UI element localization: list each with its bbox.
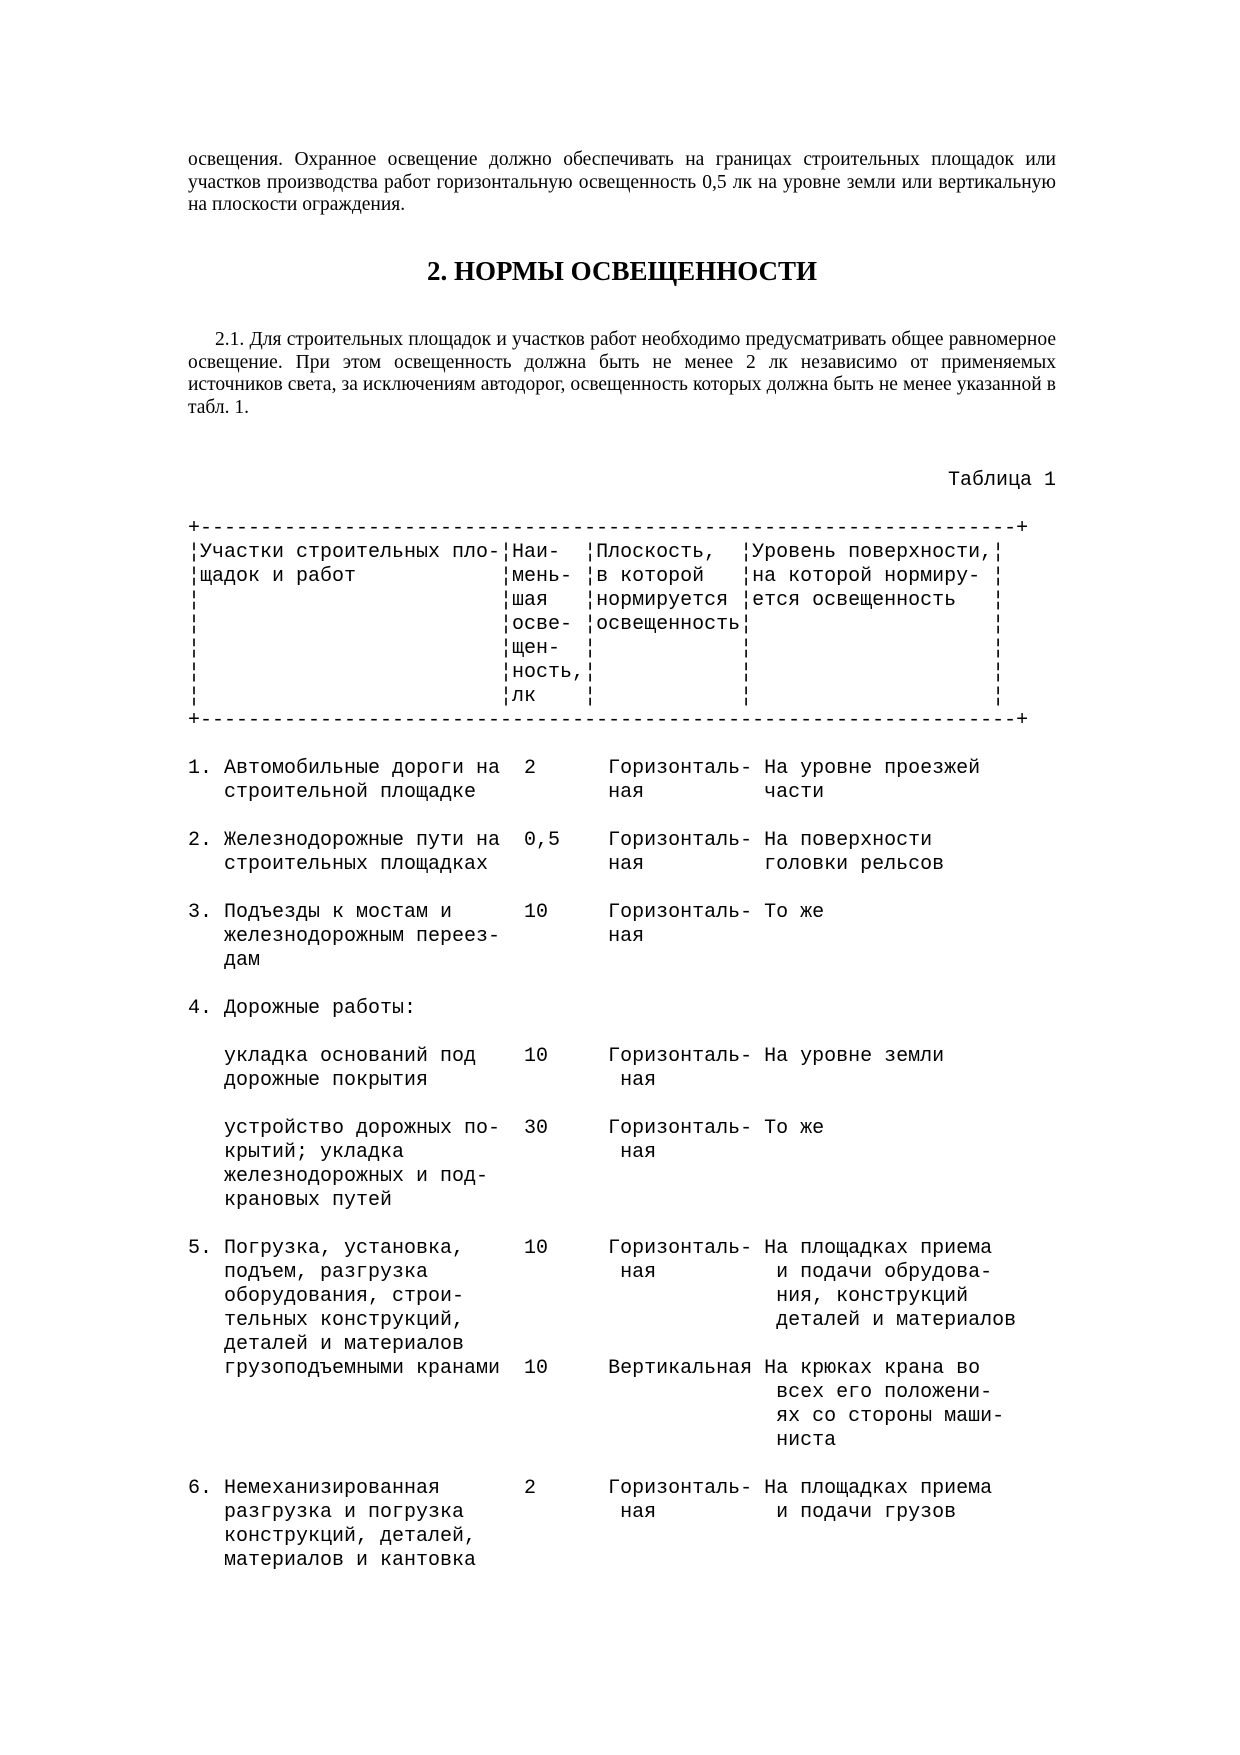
table-row-line: тельных конструкций, деталей и материалов	[188, 1309, 1017, 1332]
table-row-line	[188, 1093, 1028, 1117]
table-row-line: разгрузка и погрузка ная и подачи грузов	[188, 1501, 957, 1524]
table-row-line	[188, 1021, 1028, 1045]
table-row-line: всех его положени-	[188, 1381, 993, 1404]
table-row-line: подъем, разгрузка ная и подачи обрудова-	[188, 1261, 993, 1284]
table-row-line: грузоподъемными кранами 10 Вертикальная На крюках крана во	[188, 1357, 981, 1380]
table-border-top: +--------------------------------------------------------------------+	[188, 517, 1029, 540]
table-row-line: железнодорожным переез- ная	[188, 925, 645, 948]
table-row-line: ях со стороны маши-	[188, 1405, 1005, 1428]
table-row-line: дам	[188, 949, 261, 972]
table-header-line: ¦ ¦шая ¦нормируется ¦ется освещенность ¦	[188, 589, 1005, 612]
table-row-line	[188, 877, 1028, 901]
table-header-line: ¦Участки строительных пло-¦Наи- ¦Плоскость, ¦Уровень поверхности,¦	[188, 541, 1005, 564]
table-row-line: 5. Погрузка, установка, 10 Горизонталь- На площадках приема	[188, 1237, 993, 1260]
table-row-line: дорожные покрытия ная	[188, 1069, 657, 1092]
table-row-line: крановых путей	[188, 1189, 393, 1212]
table-header-line: ¦ ¦лк ¦ ¦ ¦	[188, 685, 1005, 708]
section-paragraph: 2.1. Для строительных площадок и участков работ необходимо предусматривать общее равномерное освещение. При этом освещенность должна быть не менее 2 лк независимо от применяемых источников света, за исключениям автодорог, освещенность которых должна быть не менее указанной в табл. 1.	[188, 329, 1056, 418]
section-heading: 2. НОРМЫ ОСВЕЩЕННОСТИ	[426, 256, 818, 286]
table-border-bottom: +--------------------------------------------------------------------+	[188, 709, 1029, 732]
table-row-line: строительной площадке ная части	[188, 781, 825, 804]
table-row-line: железнодорожных и под-	[188, 1165, 489, 1188]
table-row-line	[188, 973, 1028, 997]
table-row-line	[188, 805, 1028, 829]
table-header-line: ¦ ¦ность,¦ ¦ ¦	[188, 661, 1005, 684]
table-row-line: крытий; укладка ная	[188, 1141, 657, 1164]
table-row-line: строительных площадках ная головки рельсов	[188, 853, 945, 876]
table-row-line: 1. Автомобильные дороги на 2 Горизонталь- На уровне проезжей	[188, 757, 981, 780]
table-row-line: 3. Подъезды к мостам и 10 Горизонталь- То же	[188, 901, 825, 924]
table-row-line: деталей и материалов	[188, 1333, 465, 1356]
table-row-line: ниста	[188, 1429, 837, 1452]
table-row-line	[188, 1213, 1028, 1237]
table-row-line: оборудования, строи- ния, конструкций	[188, 1285, 969, 1308]
table-row-line: конструкций, деталей,	[188, 1525, 477, 1548]
table-row-line: 4. Дорожные работы:	[188, 997, 417, 1020]
table-row-line: устройство дорожных по- 30 Горизонталь- То же	[188, 1117, 825, 1140]
table-row-line: материалов и кантовка	[188, 1549, 477, 1572]
table-header-line: ¦щадок и работ ¦мень- ¦в которой ¦на которой нормиру- ¦	[188, 565, 1005, 588]
table-row-line	[188, 1453, 1028, 1477]
table-header-line: ¦ ¦щен- ¦ ¦ ¦	[188, 637, 1005, 660]
table-header-line: ¦ ¦осве- ¦освещенность¦ ¦	[188, 613, 1005, 636]
table-caption: Таблица 1	[947, 469, 1056, 492]
lighting-norms-table	[188, 517, 1028, 1573]
table-row-line	[188, 733, 1028, 757]
table-row-line: укладка оснований под 10 Горизонталь- На уровне земли	[188, 1045, 945, 1068]
intro-paragraph: освещения. Охранное освещение должно обеспечивать на границах строительных площадок или участков производства работ горизонтальную освещенность 0,5 лк на уровне земли или вертикальную на плоскости ограждения.	[188, 149, 1056, 215]
table-row-line: 2. Железнодорожные пути на 0,5 Горизонталь- На поверхности	[188, 829, 933, 852]
table-row-line: 6. Немеханизированная 2 Горизонталь- На площадках приема	[188, 1477, 993, 1500]
